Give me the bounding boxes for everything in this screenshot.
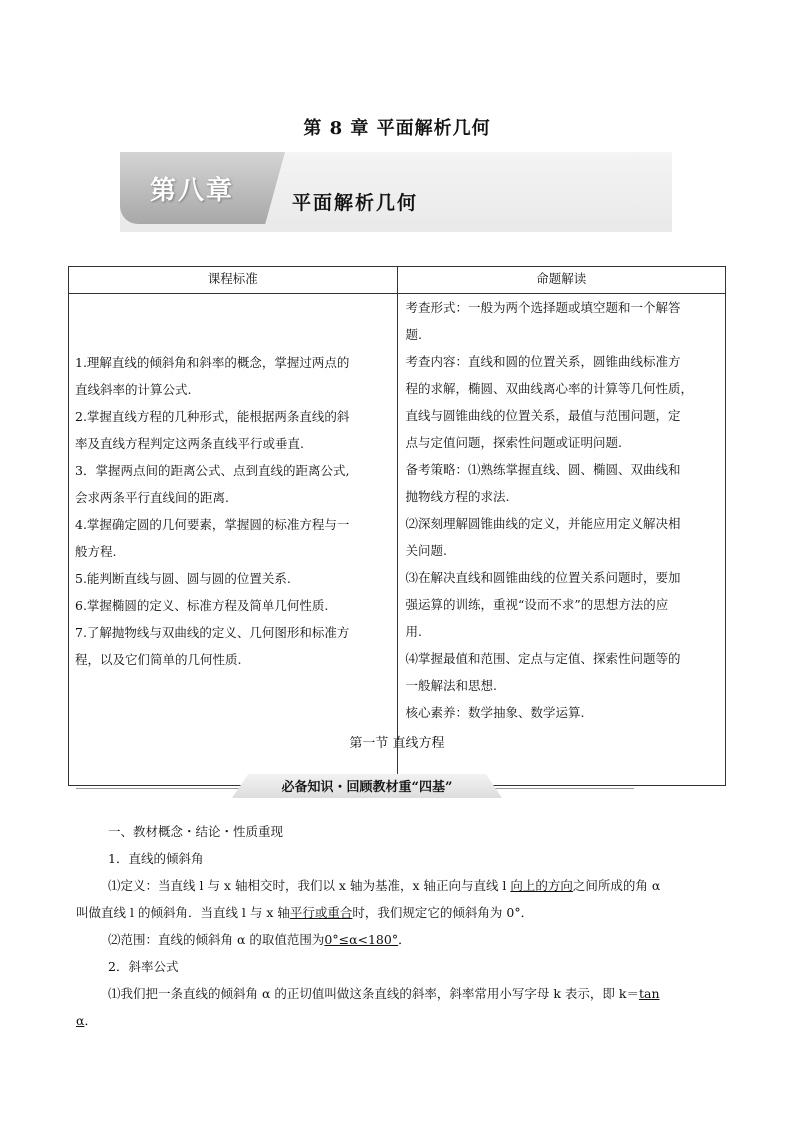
text: 之间所成的角 α — [572, 878, 661, 893]
paragraph-slope — [76, 980, 726, 1007]
heading-inclination-angle: 1．直线的倾斜角 — [108, 851, 204, 866]
heading-concepts: 一、教材概念・结论・性质重现 — [108, 824, 284, 839]
text: ． — [398, 932, 411, 947]
underlined-answer: α — [76, 1013, 85, 1028]
chapter-title: 第 8 章 平面解析几何 — [303, 118, 491, 139]
course-standard-cell — [69, 294, 398, 786]
reading-line: ⑶在解决直线和圆锥曲线的位置关系问题时，要加 — [405, 570, 681, 585]
table-row — [69, 294, 726, 786]
reading-line: 考查形式：一般为两个选择题或填空题和一个解答 — [405, 300, 681, 315]
standard-line: 会求两条平行直线间的距离. — [75, 490, 229, 505]
reading-line: 题. — [405, 327, 422, 342]
standard-line: 1.理解直线的倾斜角和斜率的概念，掌握过两点的 — [75, 355, 350, 370]
reading-line: ⑷掌握最值和范围、定点与定值、探索性问题等的 — [405, 651, 681, 666]
chapter-banner — [120, 152, 672, 232]
paragraph-range — [76, 926, 726, 953]
table-header-row — [69, 267, 726, 294]
banner-tab-label: 第八章 — [150, 176, 235, 206]
standard-line: 7.了解抛物线与双曲线的定义、几何图形和标准方 — [75, 625, 350, 640]
text: ． — [84, 1013, 97, 1028]
paragraph-definition-cont — [76, 899, 726, 926]
section-title: 第一节 直线方程 — [349, 736, 445, 751]
divider-label: 必备知识・回顾教材重“四基” — [281, 780, 453, 795]
standard-line: 率及直线方程判定这两条直线平行或垂直. — [75, 436, 304, 451]
body-text — [76, 818, 726, 1034]
paragraph-slope-cont — [76, 1007, 726, 1034]
standard-line: 5.能判断直线与圆、圆与圆的位置关系. — [75, 571, 291, 586]
paragraph-definition — [76, 872, 726, 899]
reading-line: 考查内容：直线和圆的位置关系，圆锥曲线标准方 — [405, 354, 681, 369]
reading-line: 点与定值问题，探索性问题或证明问题. — [405, 435, 622, 450]
header-course-standard: 课程标准 — [69, 267, 398, 294]
standard-line: 直线斜率的计算公式. — [75, 382, 192, 397]
text: ⑵范围：直线的倾斜角 α 的取值范围为 — [108, 932, 325, 947]
standard-line: 般方程. — [75, 544, 117, 559]
underlined-answer: 0°≤α<180° — [324, 932, 399, 947]
text: 叫做直线 l 的倾斜角．当直线 l 与 x 轴 — [76, 905, 290, 920]
text: ⑴定义：当直线 l 与 x 轴相交时，我们以 x 轴为基准，x 轴正向与直线 l — [108, 878, 511, 893]
standard-line: 6.掌握椭圆的定义、标准方程及简单几何性质. — [75, 598, 329, 613]
reading-line: 直线与圆锥曲线的位置关系，最值与范围问题，定 — [405, 408, 681, 423]
heading-slope-formula: 2．斜率公式 — [108, 959, 179, 974]
reading-line: 抛物线方程的求法. — [405, 489, 510, 504]
proposition-reading-cell — [397, 294, 726, 786]
banner-subtitle: 平面解析几何 — [292, 192, 419, 214]
standard-line: 2.掌握直线方程的几种形式，能根据两条直线的斜 — [75, 409, 350, 424]
reading-line: 一般解法和思想. — [405, 678, 497, 693]
course-table — [68, 266, 726, 786]
reading-line: 备考策略：⑴熟练掌握直线、圆、椭圆、双曲线和 — [405, 462, 681, 477]
text: ⑴我们把一条直线的倾斜角 α 的正切值叫做这条直线的斜率，斜率常用小写字母 k 表示，即 k＝ — [108, 986, 639, 1001]
reading-line: 用. — [405, 624, 422, 639]
reading-line: 关问题. — [405, 543, 447, 558]
underlined-answer: tan — [638, 986, 660, 1001]
text: 时，我们规定它的倾斜角为 0°． — [352, 905, 534, 920]
header-proposition-reading: 命题解读 — [397, 267, 726, 294]
underlined-answer: 平行或重合 — [289, 905, 353, 920]
reading-line: 核心素养：数学抽象、数学运算. — [405, 705, 585, 720]
reading-line: 程的求解，椭圆、双曲线离心率的计算等几何性质， — [405, 381, 694, 396]
standard-line: 程，以及它们简单的几何性质. — [75, 652, 242, 667]
underlined-answer: 向上的方向 — [510, 878, 573, 893]
reading-line: 强运算的训练，重视“设而不求”的思想方法的应 — [405, 597, 669, 612]
standard-line: 4.掌握确定圆的几何要素，掌握圆的标准方程与一 — [75, 517, 350, 532]
reading-line: ⑵深刻理解圆锥曲线的定义，并能应用定义解决相 — [405, 516, 681, 531]
standard-line: 3．掌握两点间的距离公式、点到直线的距离公式, — [75, 463, 350, 478]
